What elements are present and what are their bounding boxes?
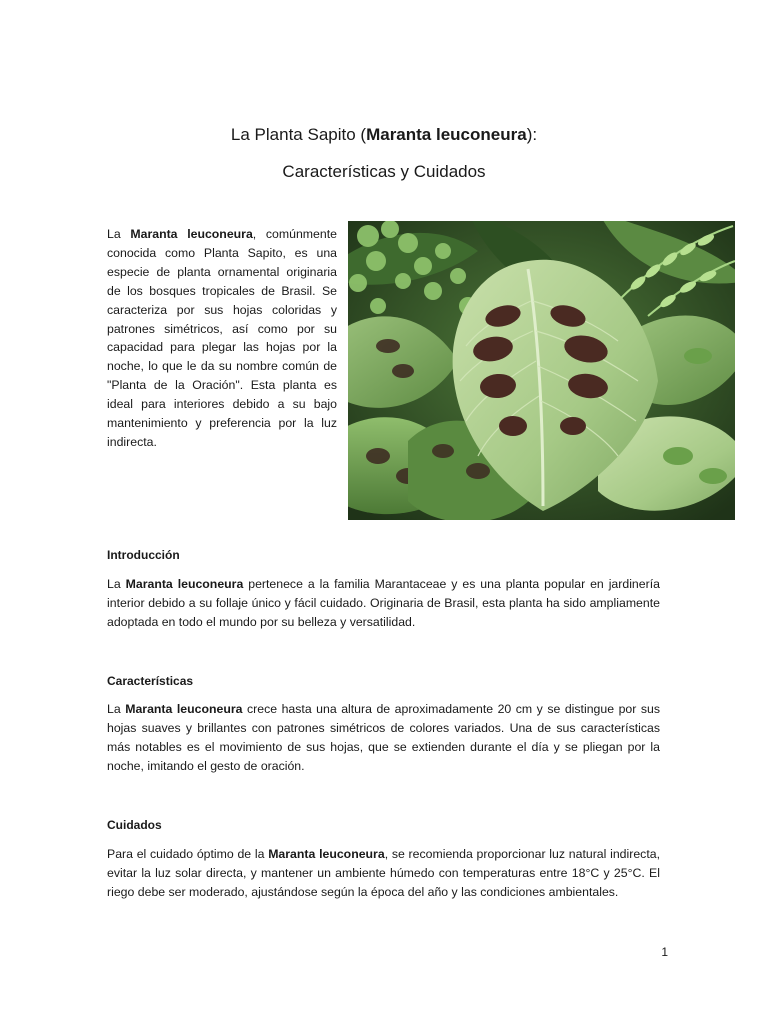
section-paragraph-caracteristicas (107, 700, 660, 776)
section-heading-introduccion: Introducción (107, 548, 180, 562)
section-heading-cuidados: Cuidados (107, 818, 162, 832)
document-subtitle: Características y Cuidados (282, 162, 486, 181)
plant-photo-illustration (348, 221, 735, 520)
page-number: 1 (661, 945, 668, 959)
maranta-leaf-photo (348, 221, 735, 520)
title-species-name: Maranta leuconeura (366, 125, 527, 144)
intro-species-name: Maranta leuconeura (130, 227, 253, 241)
paragraph-prefix: La (107, 577, 126, 591)
section-paragraph-introduccion (107, 575, 660, 632)
section-paragraph-cuidados (107, 845, 660, 902)
title-prefix: La Planta Sapito ( (230, 125, 367, 144)
paragraph-prefix: Para el cuidado óptimo de la (107, 847, 269, 861)
document-title (0, 123, 768, 147)
paragraph-species-name: Maranta leuconeura (268, 847, 385, 861)
section-heading-caracteristicas: Características (107, 674, 194, 688)
intro-text: , comúnmente conocida como Planta Sapito, es una especie de planta ornamental originaria de los bosques tropicales de Brasil. Se caracteriza por sus hojas coloridas y patrones simétricos, así como por su capacidad para plegar las hojas por la noche, lo que le da su nombre común de "Planta de la Oración". Esta planta es ideal para interiores debido a su bajo mantenimiento y preferencia por la luz indirecta. (107, 227, 337, 449)
paragraph-species-name: Maranta leuconeura (125, 577, 244, 591)
paragraph-prefix: La (107, 702, 126, 716)
title-suffix: ): (526, 125, 538, 144)
paragraph-text: , se recomienda proporcionar luz natural indirecta, evitar la luz solar directa, y mantener un ambiente húmedo con temperaturas entre 18°C y 25°C. El riego debe ser moderado, ajustándose según la época del año y las condiciones ambientales. (107, 847, 660, 899)
paragraph-text: crece hasta una altura de aproximadamente 20 cm y se distingue por sus hojas suaves y brillantes con patrones simétricos de colores variados. Una de sus características más notables es el movimiento de sus hojas, que se extienden durante el día y se pliegan por la noche, imitando el gesto de oración. (107, 702, 660, 773)
intro-paragraph (107, 225, 337, 452)
intro-prefix: La (107, 227, 131, 241)
paragraph-text: pertenece a la familia Marantaceae y es una planta popular en jardinería interior debido a su follaje único y fácil cuidado. Originaria de Brasil, esta planta ha sido ampliamente adoptada en todo el mundo por su belleza y versatilidad. (107, 577, 660, 629)
paragraph-species-name: Maranta leuconeura (125, 702, 243, 716)
